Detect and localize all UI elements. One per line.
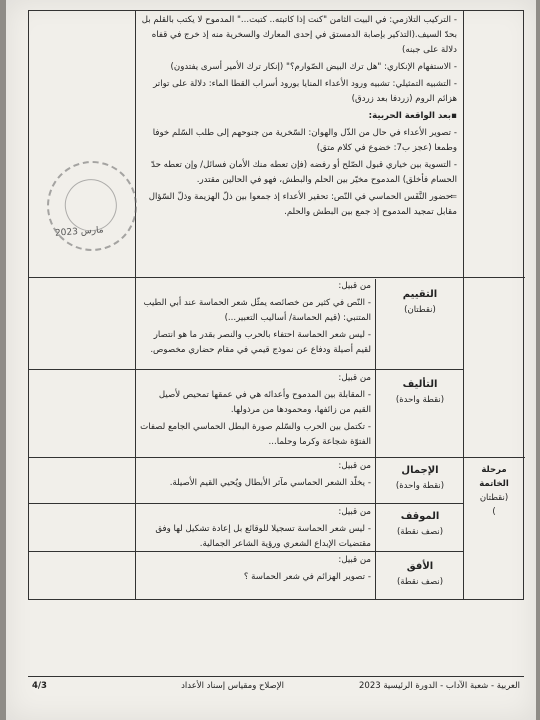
footer-page-number: 4/3 xyxy=(32,681,47,691)
column-divider xyxy=(135,11,136,599)
exam-sheet xyxy=(6,0,536,720)
row-content-summary xyxy=(139,459,371,501)
column-divider xyxy=(463,11,464,599)
row-divider xyxy=(29,457,525,458)
row-points: (نقطتان) xyxy=(404,305,436,315)
row-item: -المقابلة بين المدموح وأعدائه هي في عمقها تمحيص لأصيل القيم من زائفها، ومحمودها من مرذولها. xyxy=(158,390,371,415)
analysis-text: تصوير الأعداء في حال من الذّل والهوان: السّخرية من جنوحهم إلى طلب السّلم خوفا وطمعا (عجز ب7: خضوع في كلام متق) xyxy=(152,128,457,153)
row-item-text: تكتمل بين الحرب والسّلم صورة البطل الحماسي الجامع لصفات الفتوّة شجاعة وكرما وحلما... xyxy=(140,422,371,447)
row-points: (نقطة واحدة) xyxy=(395,395,445,405)
stage-line: (نقطتان xyxy=(479,493,509,503)
row-label: التأليف xyxy=(402,379,438,390)
row-content-position xyxy=(139,505,371,549)
row-intro: من قبيل: xyxy=(338,555,371,565)
analysis-item: -التسوية بين خياري قبول الصّلح أو رفضه (فإن تعطه منك الأمان فسائل/ وإن تعطه حدّ الحسام فأخلق) المدموح مخيّر بين الحلم والبطش، فهو في الحالين مقتدر. xyxy=(151,160,457,185)
row-label: الإجمال xyxy=(401,465,439,476)
footer-title: الإصلاح ومقياس إسناد الأعداد xyxy=(181,681,284,691)
row-item: -ليس شعر الحماسة احتفاء بالحرب والنصر بقدر ما هو انتصار لقيم أصيلة ودفاع عن نموذج قيمي في مقام حضاري مخصوص. xyxy=(150,330,371,355)
row-label-position xyxy=(377,509,463,549)
analysis-item: -التركيب التلازمي: في البيت الثامن "كنت إذا كاتبته.. كتبت..." المدموح لا يكتب بالقلم بل بحدّ السيف.(التذكير بإصابة الدمستق في إحدى المعارك والسخرية منه إذ خرج في قفاه دلالة على جبنه) xyxy=(141,15,457,55)
stage-line: الخاتمة xyxy=(479,479,509,489)
row-label-synthesis xyxy=(377,377,463,455)
analysis-item: -تصوير الأعداء في حال من الذّل والهوان: السّخرية من جنوحهم إلى طلب السّلم خوفا وطمعا (عجز ب7: خضوع في كلام متق) xyxy=(152,128,457,153)
row-intro: من قبيل: xyxy=(338,461,371,471)
row-label: الموقف xyxy=(400,511,440,522)
row-label: التقييم xyxy=(402,289,438,300)
row-label-evaluation xyxy=(377,287,463,367)
row-item: -تكتمل بين الحرب والسّلم صورة البطل الحماسي الجامع لصفات الفتوّة شجاعة وكرما وحلما... xyxy=(140,422,371,447)
analysis-text: التشبيه التمثيلي: تشبيه ورود الأعداء المنايا بورود أسراب القطا الماء: دلالة على تواتر هزائم الروم (زردفا بعد زردق) xyxy=(153,79,457,104)
analysis-text: حضور النَّفَس الحماسي في النّص: تحقير الأعداء إذ جمعوا بين ذلّ الهزيمة وذلّ السّؤال مقابل تمجيد المدموح إذ جمع بين البطش والحلم. xyxy=(148,192,457,217)
row-item: -النّص في كثير من خصائصه يمثّل شعر الحماسة عند أبي الطيب المتنبي: (قيم الحماسة/ أساليب التعبير...) xyxy=(143,298,371,323)
analysis-item: ⇐حضور النَّفَس الحماسي في النّص: تحقير الأعداء إذ جمعوا بين ذلّ الهزيمة وذلّ السّؤال مقابل تمجيد المدموح إذ جمع بين البطش والحلم. xyxy=(148,192,457,217)
row-content-evaluation xyxy=(139,279,371,367)
analysis-block xyxy=(139,13,457,275)
stage-line: ) xyxy=(492,507,496,517)
row-item-text: يخلّد الشعر الحماسي مآثر الأبطال ويُحيي القيم الأصيلة. xyxy=(169,478,365,488)
official-stamp xyxy=(39,153,146,260)
row-item-text: المقابلة بين المدموح وأعدائه هي في عمقها تمحيص لأصيل القيم من زائفها، ومحمودها من مرذولها. xyxy=(158,390,371,415)
row-divider xyxy=(29,369,463,370)
row-label-horizon xyxy=(377,559,463,597)
row-item-text: ليس شعر الحماسة احتفاء بالحرب والنصر بقدر ما هو انتصار لقيم أصيلة ودفاع عن نموذج قيمي في مقام حضاري مخصوص. xyxy=(150,330,371,355)
analysis-heading-text: بعد الواقعة الحربية: xyxy=(368,111,451,121)
analysis-item: -الاستفهام الإنكاري: "هل ترك البيض الصّوارم؟" (إنكار ترك الأمير أسرى يفتدون) xyxy=(170,62,457,72)
analysis-heading: ▪بعد الواقعة الحربية: xyxy=(368,111,457,121)
analysis-item: -التشبيه التمثيلي: تشبيه ورود الأعداء المنايا بورود أسراب القطا الماء: دلالة على تواتر هزائم الروم (زردفا بعد زردق) xyxy=(153,79,457,104)
row-intro: من قبيل: xyxy=(338,281,371,291)
stage-line: مرحلة xyxy=(481,465,507,475)
row-intro: من قبيل: xyxy=(338,507,371,517)
row-divider xyxy=(29,503,463,504)
row-item-text: تصوير الهزائم في شعر الحماسة ؟ xyxy=(243,572,365,582)
row-content-synthesis xyxy=(139,371,371,455)
row-item: -ليس شعر الحماسة تسجيلا للوقائع بل إعادة تشكيل لها وفق مقتضيات الإبداع الشعري ورؤية الشاعر الجمالية. xyxy=(155,524,371,549)
stamp-date: 2023 مارس xyxy=(54,225,104,239)
analysis-text: التسوية بين خياري قبول الصّلح أو رفضه (فإن تعطه منك الأمان فسائل/ وإن تعطه حدّ الحسام فأخلق) المدموح مخيّر بين الحلم والبطش، فهو في الحالين مقتدر. xyxy=(151,160,457,185)
row-points: (نقطة واحدة) xyxy=(395,481,445,491)
row-intro: من قبيل: xyxy=(338,373,371,383)
row-points: (نصف نقطة) xyxy=(396,527,444,537)
stage-label-conclusion xyxy=(465,463,523,599)
row-content-horizon xyxy=(139,553,371,597)
grading-table xyxy=(28,10,524,600)
footer-exam-info: العربية - شعبة الآداب - الدورة الرئيسية 2023 xyxy=(359,681,520,691)
analysis-text: التركيب التلازمي: في البيت الثامن "كنت إذا كاتبته.. كتبت..." المدموح لا يكتب بالقلم بل بحدّ السيف.(التذكير بإصابة الدمستق في إحدى المعارك والسخرية منه إذ خرج في قفاه دلالة على جبنه) xyxy=(141,15,457,55)
row-item-text: ليس شعر الحماسة تسجيلا للوقائع بل إعادة تشكيل لها وفق مقتضيات الإبداع الشعري ورؤية الشاعر الجمالية. xyxy=(155,524,371,549)
analysis-text: الاستفهام الإنكاري: "هل ترك البيض الصّوارم؟" (إنكار ترك الأمير أسرى يفتدون) xyxy=(170,62,451,72)
row-item: -يخلّد الشعر الحماسي مآثر الأبطال ويُحيي القيم الأصيلة. xyxy=(169,478,371,488)
row-points: (نصف نقطة) xyxy=(396,577,444,587)
row-label: الأفق xyxy=(406,561,434,572)
row-divider xyxy=(29,277,525,278)
row-item: -تصوير الهزائم في شعر الحماسة ؟ xyxy=(243,572,371,582)
row-label-summary xyxy=(377,463,463,501)
row-item-text: النّص في كثير من خصائصه يمثّل شعر الحماسة عند أبي الطيب المتنبي: (قيم الحماسة/ أساليب التعبير...) xyxy=(143,298,371,323)
page-footer xyxy=(28,676,524,699)
